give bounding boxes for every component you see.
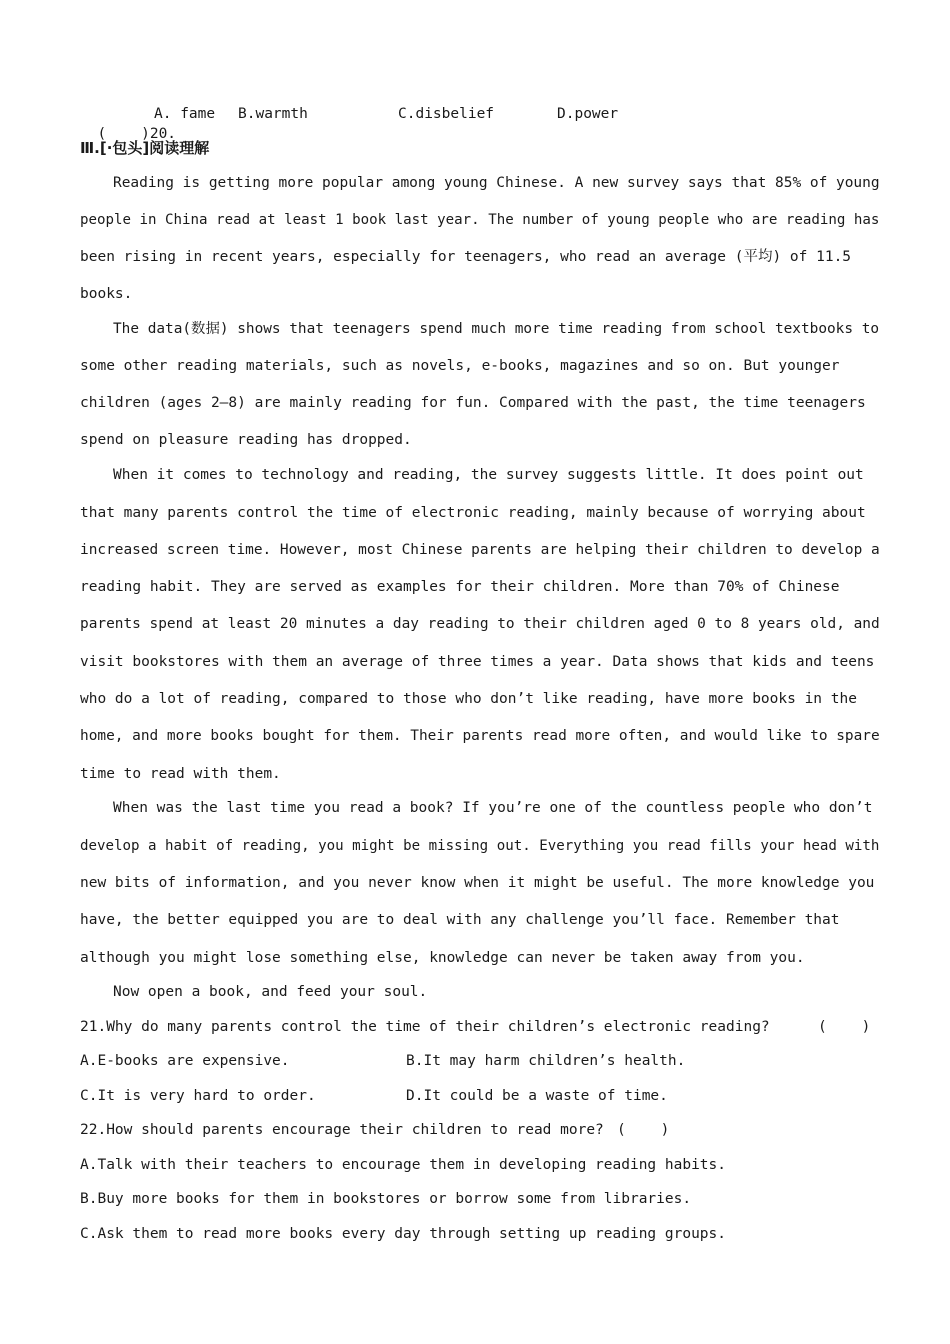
q20-option-d[interactable]: D.power xyxy=(557,106,619,122)
q22-option-b[interactable]: B.Buy more books for them in bookstores or borrow some from libraries. xyxy=(80,1191,692,1207)
passage-p1-line2: people in China read at least 1 book last year. The number of young people who are reading has xyxy=(80,212,880,228)
section-heading: Ⅲ.[·包头]阅读理解 xyxy=(80,139,210,157)
passage-p1-line3: been rising in recent years, especially for teenagers, who read an average (平均) of 11.5 xyxy=(80,249,852,265)
passage-p3-line5: parents spend at least 20 minutes a day reading to their children aged 0 to 8 years old, and xyxy=(80,616,880,632)
passage-p1-line4: books. xyxy=(80,286,133,302)
q21-option-c[interactable]: C.It is very hard to order. xyxy=(80,1088,316,1104)
q22-answer-bracket[interactable]: ( ) xyxy=(617,1122,670,1138)
q22-option-c[interactable]: C.Ask them to read more books every day through setting up reading groups. xyxy=(80,1226,727,1242)
passage-p3-line7: who do a lot of reading, compared to those who don’t like reading, have more books in the xyxy=(80,691,857,707)
passage-p5-line1: Now open a book, and feed your soul. xyxy=(113,984,428,1000)
passage-p4-line2: develop a habit of reading, you might be missing out. Everything you read fills your head with xyxy=(80,838,880,854)
passage-p2-line1: The data(数据) shows that teenagers spend much more time reading from school textbooks to xyxy=(113,321,880,337)
passage-p2-line2: some other reading materials, such as novels, e-books, magazines and so on. But younger xyxy=(80,358,840,374)
passage-p1-line1: Reading is getting more popular among young Chinese. A new survey says that 85% of young xyxy=(113,175,880,191)
q22-question: 22.How should parents encourage their children to read more? xyxy=(80,1122,604,1138)
q21-option-d[interactable]: D.It could be a waste of time. xyxy=(406,1088,668,1104)
passage-p3-line9: time to read with them. xyxy=(80,766,281,782)
passage-p4-line3: new bits of information, and you never know when it might be useful. The more knowledge you xyxy=(80,875,875,891)
passage-p3-line2: that many parents control the time of electronic reading, mainly because of worrying about xyxy=(80,505,866,521)
passage-p3-line6: visit bookstores with them an average of three times a year. Data shows that kids and teens xyxy=(80,654,875,670)
q22-option-a[interactable]: A.Talk with their teachers to encourage them in developing reading habits. xyxy=(80,1157,727,1173)
q21-question: 21.Why do many parents control the time of their children’s electronic reading? xyxy=(80,1019,770,1035)
passage-p4-line4: have, the better equipped you are to deal with any challenge you’ll face. Remember that xyxy=(80,912,840,928)
q21-option-a[interactable]: A.E-books are expensive. xyxy=(80,1053,290,1069)
passage-p4-line1: When was the last time you read a book? If you’re one of the countless people who don’t xyxy=(113,800,873,816)
q20-bracket[interactable]: ( )20. xyxy=(97,126,177,142)
passage-p2-line3: children (ages 2—8) are mainly reading for fun. Compared with the past, the time teenagers xyxy=(80,395,866,411)
passage-p3-line4: reading habit. They are served as examples for their children. More than 70% of Chinese xyxy=(80,579,840,595)
q20-option-a[interactable]: A. fame xyxy=(154,106,216,122)
q21-option-b[interactable]: B.It may harm children’s health. xyxy=(406,1053,686,1069)
passage-p2-line4: spend on pleasure reading has dropped. xyxy=(80,432,412,448)
passage-p3-line8: home, and more books bought for them. Their parents read more often, and would like to spare xyxy=(80,728,880,744)
q20-option-c[interactable]: C.disbelief xyxy=(398,106,495,122)
passage-p3-line1: When it comes to technology and reading, the survey suggests little. It does point out xyxy=(113,467,864,483)
passage-p3-line3: increased screen time. However, most Chinese parents are helping their children to develop a xyxy=(80,542,880,558)
passage-p4-line5: although you might lose something else, knowledge can never be taken away from you. xyxy=(80,950,805,966)
q21-answer-bracket[interactable]: ( ) xyxy=(818,1019,871,1035)
q20-option-b[interactable]: B.warmth xyxy=(238,106,308,122)
